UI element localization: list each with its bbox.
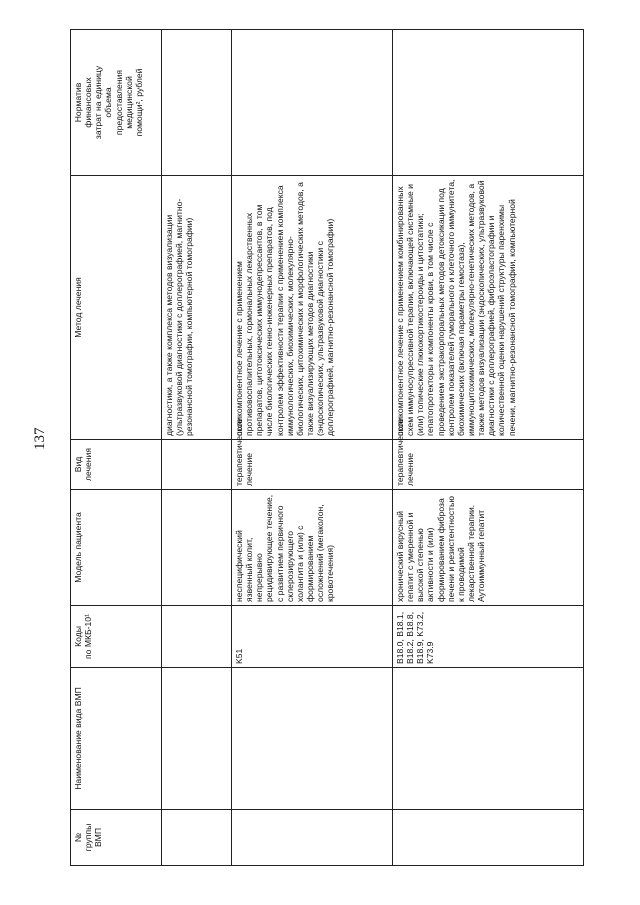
rotated-table-wrapper xyxy=(70,30,584,866)
cell-group-number xyxy=(162,810,232,866)
table-row xyxy=(232,30,393,866)
cell-patient-model: хронический вирусный гепатит с умеренной и высокой степенью активности и (или) формированием фиброза печени и резистентностью к проводимой лекарственной терапии. Аутоиммунный гепатит xyxy=(393,490,584,606)
cell-cost-norm xyxy=(393,30,584,176)
cell-treatment-type: терапевтическое лечение xyxy=(232,440,393,490)
table-row xyxy=(162,30,232,866)
cell-icd-codes: K51 xyxy=(232,606,393,668)
cell-treatment-method: поликомпонентное лечение с применением противовоспалительных, гормональных лекарственных препаратов, цитотоксических иммунодепрессантов, в том числе биологических генно-инженерных препаратов, под контролем эффективности терапии с применением комплекса иммунологических, биохимических, молекулярно-биологических, цитохимических и морфологических методов, а также визуализирующих методов диагностики (эндоскопических, ультразвуковой диагностики с доплерографией, магнитно-резонансной томографии) xyxy=(232,176,393,440)
cell-treatment-method: диагностики, а также комплекса методов визуализации (ультразвуковой диагностики с доплерографией, магнитно-резонансной томографии, компьютерной томографии) xyxy=(162,176,232,440)
header-patient-model: Модель пациента xyxy=(71,490,162,606)
table-header-row xyxy=(71,30,162,866)
header-cost-norm: Норматив финансовых затрат на единицу объема предоставления медицинской помощи², рублей xyxy=(71,30,162,176)
cell-treatment-type: терапевтическое лечение xyxy=(393,440,584,490)
cell-icd-codes: B18.0, B18.1, B18.2, B18.8, B18.9, K73.2, K73.9 xyxy=(393,606,584,668)
cell-icd-codes xyxy=(162,606,232,668)
cell-treatment-type xyxy=(162,440,232,490)
vmp-table xyxy=(70,29,584,866)
cell-cost-norm xyxy=(162,30,232,176)
cell-cost-norm xyxy=(232,30,393,176)
cell-group-number xyxy=(232,810,393,866)
table-row xyxy=(393,30,584,866)
page-number: 137 xyxy=(32,427,48,450)
cell-group-number xyxy=(393,810,584,866)
cell-treatment-method: поликомпонентное лечение с применением комбинированных схем иммуносупрессивной терапии, включающей системные и (или) топические глюкокортикостероиды и цитостатики; гепатопротекторы и компоненты крови, в том числе с проведением экстракорпоральных методов детоксикации под контролем показателей гуморального и клеточного иммунитета, биохимических (включая параметры гемостаза), иммуноцитохимических, молекулярно-генетических методов, а также методов визуализации (эндоскопических, ультразвуковой диагностики с доплерографией, фиброэластографии и количественной оценки нарушений структуры паренхимы печени, магнитно-резонансной томографии, компьютерной xyxy=(393,176,584,440)
header-group-number: № группы ВМП xyxy=(71,810,162,866)
header-vmp-name: Наименование вида ВМП xyxy=(71,668,162,810)
cell-vmp-name xyxy=(393,668,584,810)
cell-vmp-name xyxy=(232,668,393,810)
cell-vmp-name xyxy=(162,668,232,810)
header-icd-codes: Коды по МКБ-10¹ xyxy=(71,606,162,668)
cell-patient-model xyxy=(162,490,232,606)
header-treatment-method: Метод лечения xyxy=(71,176,162,440)
header-treatment-type: Вид лечения xyxy=(71,440,162,490)
cell-patient-model: неспецифический язвенный колит, непрерывно рецидивирующее течение, с развитием первичного склерозирующего холангита и (или) с формированием осложнений (мегаколон, кровотечения) xyxy=(232,490,393,606)
